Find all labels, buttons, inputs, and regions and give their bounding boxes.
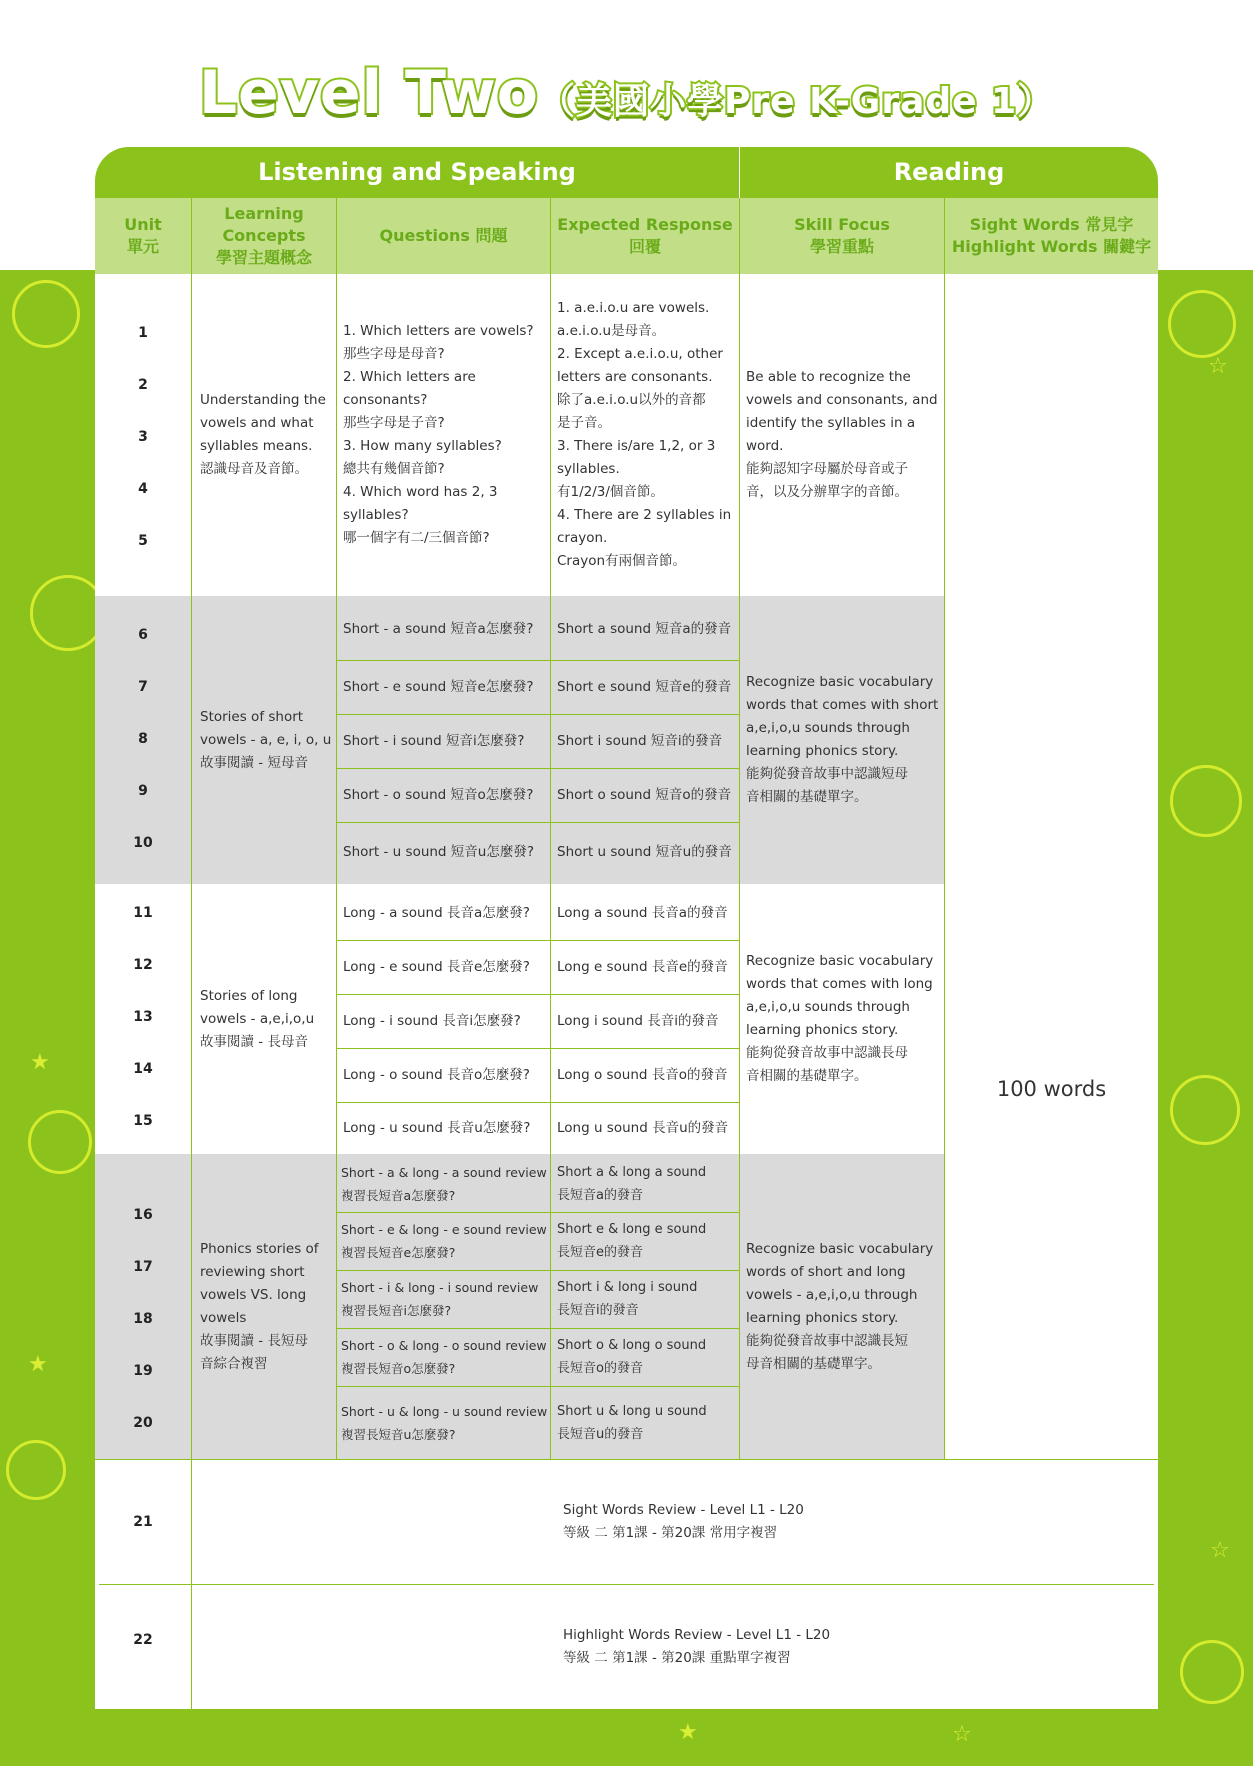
star-doodle-icon: ☆ xyxy=(952,1722,972,1747)
section-listening: Listening and Speaking xyxy=(258,158,576,186)
section-header xyxy=(95,147,1158,198)
unit-number: 5 xyxy=(138,533,148,549)
unit-number: 3 xyxy=(138,429,148,445)
unit-number: 10 xyxy=(133,835,153,851)
review-sight-words: Sight Words Review - Level L1 - L20 等級 二 第1課 - 第20課 常用字複習 xyxy=(563,1501,804,1541)
question-cell: Short - e sound 短音e怎麼發? xyxy=(343,678,534,695)
star-doodle-icon: ☆ xyxy=(1208,354,1228,379)
question-cell: Short - e & long - e sound review 複習長短音e怎麼發? xyxy=(341,1222,547,1260)
col-skill: Skill Focus 學習重點 xyxy=(794,215,890,256)
response-cell: Short a & long a sound 長短音a的發音 xyxy=(557,1165,707,1203)
response-cell: Short a sound 短音a的發音 xyxy=(557,620,732,637)
question-cell: Short - o & long - o sound review 複習長短音o怎麼發? xyxy=(341,1338,547,1376)
concept-cell: Phonics stories of reviewing short vowels VS. long vowels 故事閱讀 - 長短母 音綜合複習 xyxy=(200,1240,319,1372)
skill-cell: Be able to recognize the vowels and consonants, and identify the syllables in a word. 能夠認知字母屬於母音或子 音，以及分辦單字的音節。 xyxy=(746,369,938,500)
question-cell: Long - a sound 長音a怎麼發? xyxy=(343,904,530,921)
response-cell: Short u & long u sound 長短音u的發音 xyxy=(557,1403,707,1442)
response-cell: Short i & long i sound 長短音i的發音 xyxy=(557,1280,698,1318)
concept-cell: Stories of short vowels - a, e, i, o, u 故事閱讀 - 短母音 xyxy=(200,708,332,771)
unit-number: 1 xyxy=(138,325,148,341)
question-cell: Long - u sound 長音u怎麼發? xyxy=(343,1119,531,1136)
grid-line xyxy=(944,198,945,1459)
unit-number: 14 xyxy=(133,1061,153,1077)
unit-number: 8 xyxy=(138,731,148,747)
unit-number: 13 xyxy=(133,1009,153,1025)
concept-cell: Stories of long vowels - a,e,i,o,u 故事閱讀 - 長母音 xyxy=(200,987,315,1050)
unit-number: 7 xyxy=(138,679,148,695)
grid-line xyxy=(191,198,192,1709)
question-cell: 1. Which letters are vowels? 那些字母是母音? 2. Which letters are consonants? 那些字母是子音? 3. How many syllables? 總共有幾個音節? 4. Which word has 2, 3 syllables? 哪一個字有二/三個音節? xyxy=(343,323,534,546)
question-cell: Long - i sound 長音i怎麼發? xyxy=(343,1012,521,1029)
star-doodle-icon: ☆ xyxy=(1210,1538,1230,1563)
skill-cell: Recognize basic vocabulary words that comes with short a,e,i,o,u sounds through learning phonics story. 能夠從發音故事中認識短母 音相關的基礎單字。 xyxy=(746,674,939,805)
concept-cell: Understanding the vowels and what syllables means. 認識母音及音節。 xyxy=(200,392,326,477)
question-cell: Long - e sound 長音e怎麼發? xyxy=(343,958,530,975)
section-reading: Reading xyxy=(893,158,1005,186)
column-header-row xyxy=(95,198,1158,274)
unit-number: 4 xyxy=(138,481,148,497)
question-cell: Long - o sound 長音o怎麼發? xyxy=(343,1066,530,1083)
question-cell: Short - a & long - a sound review 複習長短音a怎麼發? xyxy=(341,1165,547,1203)
unit-number: 22 xyxy=(133,1632,153,1648)
col-concepts: Learning Concepts 學習主題概念 xyxy=(215,204,312,267)
response-cell: Short o sound 短音o的發音 xyxy=(557,786,732,803)
question-cell: Short - a sound 短音a怎麼發? xyxy=(343,620,534,637)
unit-number: 20 xyxy=(133,1415,153,1431)
review-highlight-words: Highlight Words Review - Level L1 - L20 等級 二 第1課 - 第20課 重點單字複習 xyxy=(563,1626,831,1666)
question-cell: Short - u & long - u sound review 複習長短音u怎麼發? xyxy=(341,1403,548,1442)
question-cell: Short - i & long - i sound review 複習長短音i怎麼發? xyxy=(341,1280,539,1318)
col-response: Expected Response 回覆 xyxy=(557,215,733,256)
curriculum-table xyxy=(95,147,1158,1709)
unit-number: 15 xyxy=(133,1113,153,1129)
unit-number: 9 xyxy=(138,783,148,799)
question-cell: Short - i sound 短音i怎麼發? xyxy=(343,732,525,749)
col-sight: Sight Words 常見字 Highlight Words 關鍵字 xyxy=(951,215,1152,256)
response-cell: Short e & long e sound 長短音e的發音 xyxy=(557,1222,707,1260)
unit-number: 17 xyxy=(133,1259,153,1275)
response-cell: Long i sound 長音i的發音 xyxy=(557,1012,719,1029)
star-doodle-icon: ★ xyxy=(30,1050,50,1075)
response-cell: Long o sound 長音o的發音 xyxy=(557,1066,728,1083)
unit-number: 6 xyxy=(138,627,148,643)
grid-line xyxy=(739,198,740,1459)
sight-words-count: 100 words xyxy=(996,1077,1107,1101)
skill-cell: Recognize basic vocabulary words that comes with long a,e,i,o,u sounds through learning phonics story. 能夠從發音故事中認識長母 音相關的基礎單字。 xyxy=(746,953,934,1084)
star-doodle-icon: ★ xyxy=(28,1352,48,1377)
response-cell: Short e sound 短音e的發音 xyxy=(557,678,732,695)
question-cell: Short - o sound 短音o怎麼發? xyxy=(343,786,534,803)
unit-number: 2 xyxy=(138,377,148,393)
title-main: Level Two xyxy=(198,58,539,128)
unit-number: 16 xyxy=(133,1207,153,1223)
unit-number: 18 xyxy=(133,1311,153,1327)
unit-number: 19 xyxy=(133,1363,153,1379)
star-doodle-icon: ★ xyxy=(678,1720,698,1745)
response-cell: Short o & long o sound 長短音o的發音 xyxy=(557,1338,707,1376)
unit-number: 12 xyxy=(133,957,153,973)
unit-number: 11 xyxy=(133,905,153,921)
response-cell: Short i sound 短音i的發音 xyxy=(557,732,723,749)
response-cell: Short u sound 短音u的發音 xyxy=(557,843,732,860)
response-cell: 1. a.e.i.o.u are vowels. a.e.i.o.u是母音。 2. Except a.e.i.o.u, other letters are consonants. 除了a.e.i.o.u以外的音都 是子音。 3. There is/are 1,2, or 3 syllables. 有1/2/3/個音節。 4. There are 2 syllables in crayon. Crayon有兩個音節。 xyxy=(557,300,732,569)
question-cell: Short - u sound 短音u怎麼發? xyxy=(343,843,535,860)
skill-cell: Recognize basic vocabulary words of short and long vowels - a,e,i,o,u through learning phonics story. 能夠從發音故事中認識長短 母音相關的基礎單字。 xyxy=(746,1240,934,1372)
response-cell: Long e sound 長音e的發音 xyxy=(557,958,728,975)
response-cell: Long u sound 長音u的發音 xyxy=(557,1119,729,1136)
response-cell: Long a sound 長音a的發音 xyxy=(557,904,728,921)
title-sub: （美國小學Pre K-Grade 1） xyxy=(539,81,1055,122)
col-questions: Questions 問題 xyxy=(379,226,508,245)
col-unit: Unit 單元 xyxy=(124,215,162,256)
unit-number: 21 xyxy=(133,1514,153,1530)
page-title xyxy=(0,58,1253,128)
